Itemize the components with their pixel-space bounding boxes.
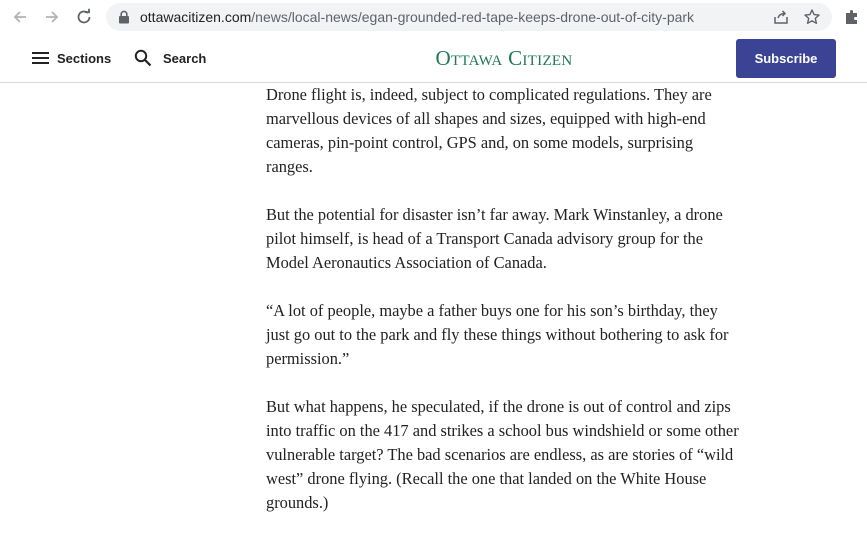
url-host: ottawacitizen.com [140, 9, 252, 25]
arrow-right-icon [43, 8, 61, 26]
arrow-left-icon [11, 8, 29, 26]
subscribe-button[interactable]: Subscribe [736, 39, 836, 78]
article-paragraph: But the potential for disaster isn’t far away. Mark Winstanley, a drone pilot himself, is head of a Transport Canada advisory group for the Model Aeronautics Association of Canada. [266, 205, 723, 272]
extensions-button[interactable] [840, 5, 864, 29]
article-paragraph: “A lot of people, maybe a father buys one for his son’s birthday, they just go out to the park and fly these things without bothering to ask for permission.” [266, 301, 729, 368]
sections-menu[interactable] [32, 34, 111, 82]
article-body [266, 83, 741, 539]
star-icon[interactable] [803, 8, 821, 26]
article-paragraph: But what happens, he speculated, if the drone is out of control and zips into traffic on the 417 and strikes a school bus windshield or some other vulnerable target? The bad scenarios are endless, as are stories of “wild west” drone flying. (Recall the one that landed on the White House grounds.) [266, 397, 739, 512]
url-path: /news/local-news/egan-grounded-red-tape-keeps-drone-out-of-city-park [251, 9, 695, 25]
address-bar[interactable] [106, 3, 832, 31]
article-paragraph: Drone flight is, indeed, subject to complicated regulations. They are marvellous devices of all shapes and sizes, equipped with high-end cameras, pin-point control, GPS and, on some models, surprising ranges. [266, 85, 712, 176]
url-text [140, 9, 694, 25]
hamburger-icon [32, 51, 49, 65]
sections-label: Sections [57, 50, 112, 66]
site-header [0, 34, 867, 83]
share-icon[interactable] [772, 8, 790, 26]
back-button[interactable] [8, 5, 32, 29]
reload-icon [75, 8, 93, 26]
search-button[interactable] [134, 34, 206, 82]
forward-button[interactable] [40, 5, 64, 29]
puzzle-icon [843, 8, 861, 26]
lock-icon [118, 10, 130, 24]
logo-text: Ottawa Citizen [435, 46, 573, 70]
search-icon [134, 49, 152, 67]
reload-button[interactable] [72, 5, 96, 29]
site-logo[interactable] [389, 46, 619, 71]
browser-toolbar [0, 0, 867, 34]
search-label: Search [163, 50, 207, 66]
